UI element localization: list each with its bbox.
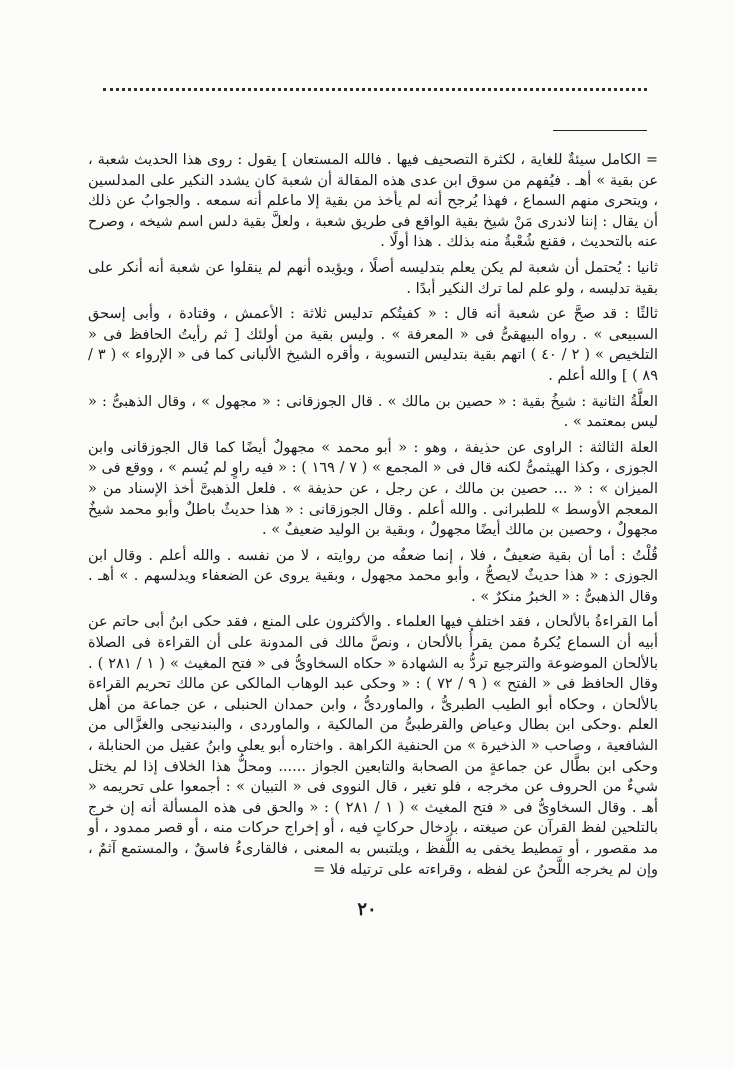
paragraph: قُلْتُ : أما أن بقية ضعيفٌ ، فلا ، إنما ضعفُه من روايته ، لا من نفسه . والله أعلم . وقال ابن الجوزى : « هذا حديثٌ لايصحُّ ، وأبو محمد مجهول ، وبقية يروى عن الضعفاء ويدلسهم . » أهـ . وقال الذهبىُّ : « الخبرُ منكرٌ » . [88,547,658,605]
page-number: ٢٠ [357,899,377,920]
footnote-separator-rule [553,130,647,131]
dotted-header-rule [103,88,647,91]
paragraph: ثالثًا : قد صحَّ عن شعبة أنه قال : « كفيتُكم تدليس ثلاثة : الأعمش ، وقتادة ، وأبى إسحق السبيعى » . رواه البيهقىُّ فى « المعرفة » . وليس بقية من أولئك [ ثم رأيتُ الحافظ فى « التلخيص » ( ٢ / ٤٠ ) اتهم بقية بتدليس التسوية ، وأقره الشيخ الألبانى كما فى « الإرواء » ( ٣ / ٨٩ ) ] والله أعلم . [88,306,658,384]
paragraph: ثانيا : يُحتمل أن شعبة لم يكن يعلم بتدليسه أصلًا ، ويؤيده أنهم لم ينقلوا عن شعبة أنه أنكر على بقية تدليسه ، ولو علم لما ترك النكير أبدًا . [88,259,658,297]
paragraph: العلة الثالثة : الراوى عن حذيفة ، وهو : « أبو محمد » مجهولٌ أيضًا كما قال الجوزقانى وابن الجوزى ، وكذا الهيثمىُّ لكنه قال فى « المجمع » ( ٧ / ١٦٩ ) : « فيه راوٍ لم يُسم » ، ووقع فى « الميزان » : « ... حصين بن مالك ، عن رجل ، عن حذيفة » . فلعل الذهبىَّ أخذ الإسناد من « المعجم الأوسط » للطبرانى . والله أعلم . وقال الجوزقانى : « هذا حديثٌ باطلٌ وأبو محمد شيخٌ مجهولٌ ، وحصين بن مالك أيضًا مجهولٌ ، وبقية بن الوليد ضعيفٌ » . [88,439,659,539]
body-text [88,150,658,885]
paragraph: العلَّةُ الثانية : شيخُ بقية : « حصين بن مالك » . قال الجوزقانى : « مجهول » ، وقال الذهبىُّ : « ليس بمعتمد » . [88,393,658,431]
paragraph: أما القراءةُ بالألحان ، فقد اختلف فيها العلماء . والأكثرون على المنع ، فقد حكى ابنُ أبى حاتم عن أبيه أن السماع يُكرهُ ممن يقرأُ بالألحان ، ونصَّ مالك فى المدونة على أن القراءة فى الصلاة بالألحان الموضوعة والترجيع تردُّ به الشهادة « حكاه السخاوىُّ فى « فتح المغيث » ( ١ / ٢٨١ ) . وقال الحافظ فى « الفتح » ( ٩ / ٧٢ ) : « وحكى عبد الوهاب المالكى عن مالك تحريم القراءة بالألحان ، وحكاه أبو الطيب الطبرىُّ ، والماوردىُّ ، وابن حمدان الحنبلى ، عن جماعة من أهل العلم .وحكى ابن بطال وعياض والقرطبىُّ من المالكية ، والماوردى ، والبندنيجى والغزَّالى من الشافعية ، وصاحب « الذخيرة » من الحنفية الكراهة . واختاره أبو يعلى وابنُ عقيل من الحنابلة ، وحكى ابن بطَّال عن جماعةٍ من الصحابة والتابعين الجواز ...... ومحلُّ هذا الخلاف إذا لم يختل شيءٌ من الحروف عن مخرجه ، فلو تغير ، قال النووى فى « التبيان » : أجمعوا على تحريمه « أهـ . وقال السخاوىُّ فى « فتح المغيث » ( ١ / ٢٨١ ) : « والحق فى هذه المسألة أنه إن خرج بالتلحين لفظ القرآن عن صيغته ، بإدخال حركاتٍ فيه ، أو إخراج حركات منه ، أو قصر ممدود ، أو مد مقصور ، أو تمطيط يخفى به اللَّفظ ، ويلتبس به المعنى ، فالقارىءُ فاسقٌ ، والمستمع آثمٌ ، وإن لم يخرجه اللَّحنُ عن لفظه ، وقراءته على ترتيله فلا = [88,614,659,878]
paragraph: = الكامل سيئةٌ للغاية ، لكثرة التصحيف فيها . فالله المستعان ] يقول : روى هذا الحديث شعبة ، عن بقية » أهـ . فيُفهم من سوق ابن عدى هذه المقالة أن شعبة كان يشدد النكير على المدلسين ، ويتحرى منهم السماع ، فهذا يُرجح أنه لم يأخذ من بقية إلا ماعلم أنه سمعه . والجوابُ عن ذلك أن يقال : إننا لاندرى مَنْ شيخ بقية الواقع فى طريق شعبة ، ولعلَّ بقية دلس اسم شيخه ، وصرح عنه بالتحديث ، فقنع شُعْبةُ منه بذلك . هذا أولًا . [88,152,658,251]
